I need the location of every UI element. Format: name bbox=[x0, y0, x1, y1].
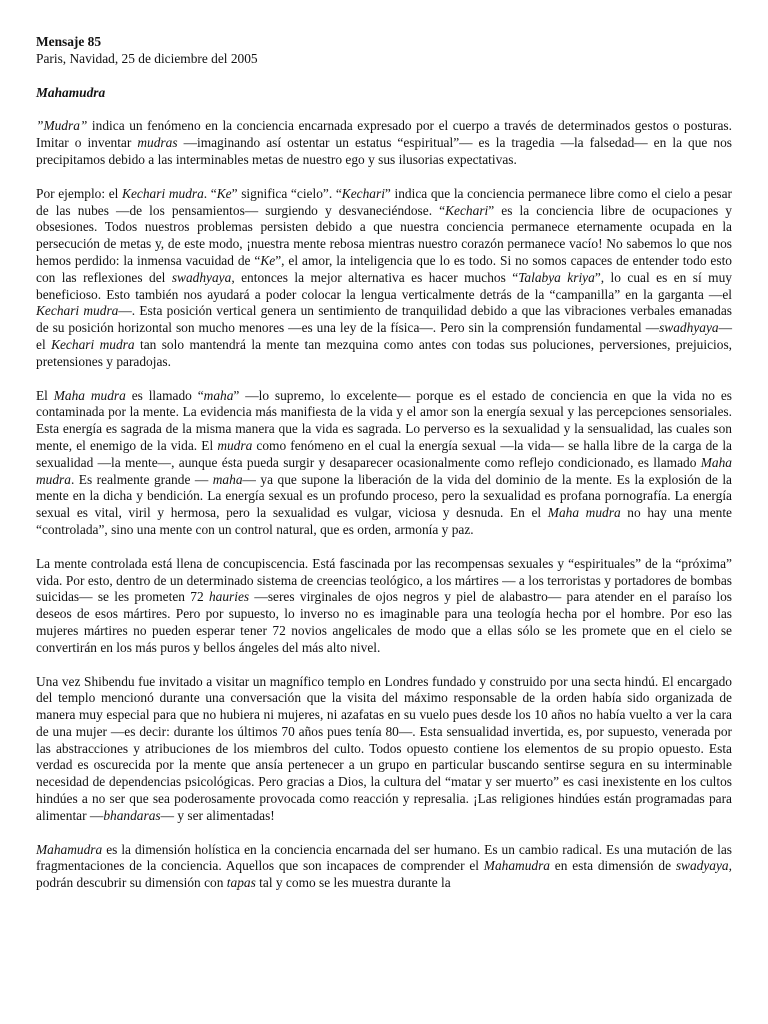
body-text bbox=[36, 118, 732, 892]
message-title: Mensaje 85 bbox=[36, 34, 102, 49]
text-run: El bbox=[36, 387, 54, 403]
text-run: tan solo mantendrá la mente tan mezquina como antes con todas sus poluciones, perversiones, prejuicios, pretensiones y paradojas. bbox=[36, 336, 732, 369]
text-run: Una vez Shibendu fue invitado a visitar un magnífico templo en Londres fundado y construido por una secta hindú. El encargado del templo mencionó durante una conversación que la visita del máximo responsable de la orden había sido organizada de manera muy especial para que no hubiera ni mujeres, ni azafatas en su vuelo pues desde los 10 años no había vuelto a ver la cara de una mujer —es decir: durante los últimos 70 años pues tenía 80—. Esta sensualidad invertida, es, por supuesto, venerada por las abstracciones y atribuciones de los miembros del culto. Todos opuesto contiene los elementos de su propio opuesto. Esta verdad es oscurecida por la mente que ansía pertenecer a un grupo en particular buscando sentirse segura en su interminable necesidad de dependencias psicológicas. Pero gracias a Dios, la cultura del “matar y ser muerto” es casi inexistente en los cultos hindúes a no ser que sea poderosamente provocada como reacción y represalia. ¡Las religiones hindúes están programadas para alimentar — bbox=[36, 673, 732, 823]
text-run: ” indica que la conciencia permanece libre como el cielo a pesar de las nubes —de los pensamientos— surgiendo y desvaneciéndose. “ bbox=[36, 185, 732, 218]
text-run: . “ bbox=[203, 185, 217, 201]
text-run: tal y como se les muestra durante la bbox=[255, 875, 451, 891]
italic-term: Maha mudra bbox=[53, 387, 126, 403]
italic-term: maha bbox=[203, 387, 234, 403]
text-run: —imaginando así ostentar un estatus “espiritual”— es la tragedia —la falsedad— en la que nos precipitamos debido a las interminables metas de nuestro ego y sus ilusorias expectativas. bbox=[36, 135, 732, 167]
italic-term: Kechari bbox=[445, 202, 489, 218]
italic-term: tapas bbox=[226, 875, 256, 891]
body-paragraph bbox=[36, 388, 732, 539]
italic-term: Ke bbox=[216, 185, 232, 201]
italic-term: swadhyaya bbox=[171, 269, 232, 285]
place-date: Paris, Navidad, 25 de diciembre del 2005 bbox=[36, 50, 258, 66]
text-run: La mente controlada está llena de concupiscencia. Está fascinada por las recompensas sexuales y “espirituales” de la “próxima” vida. Por esto, dentro de un determinado sistema de creencias teológico, a los mártires — a los terroristas y portadores de bombas suicidas— se les prometen 72 bbox=[36, 555, 732, 605]
italic-term: bhandaras bbox=[103, 807, 161, 823]
italic-term: swadyaya bbox=[675, 858, 729, 874]
text-run: —seres virginales de ojos negros y piel de alabastro— para atender en el paraíso los deseos de esos mártires. Pero por supuesto, lo inverso no es imaginable para una teología hecha por el hombre. Por eso las mujeres mártires no pueden esperar tener 72 novios angelicales de modo que a ellas sólo se les promete que en el cielo se convertirán en los más puros y bellos ángeles del más alto nivel. bbox=[36, 589, 732, 655]
body-paragraph bbox=[36, 842, 732, 892]
italic-term: Mahamudra bbox=[483, 858, 551, 874]
text-run: — el bbox=[36, 320, 732, 352]
italic-term: ”Mudra” bbox=[36, 118, 88, 134]
italic-term: Ke bbox=[260, 252, 276, 268]
text-run: en esta dimensión de bbox=[550, 858, 676, 874]
text-run: ” —lo supremo, lo excelente— porque es el estado de conciencia en que la vida no es contaminada por la mente. La evidencia más manifiesta de la vida y el amor son la energía sexual y las percepciones sensoriales. Esta energía es sagrada de la misma manera que la vida es sagrada. Lo perverso es la sexualidad y la sensualidad, las cuales son mente, el enemigo de la vida. El bbox=[36, 387, 733, 453]
italic-term: Maha mudra bbox=[547, 505, 621, 521]
text-run: . Es realmente grande — bbox=[70, 471, 213, 487]
italic-term: Kechari bbox=[341, 185, 385, 201]
text-run: , entonces la mejor alternativa es hacer muchos “ bbox=[231, 269, 519, 285]
italic-term: maha bbox=[212, 471, 243, 487]
text-run: no hay una mente “controlada”, sino una mente con un control natural, que es orden, armonía y paz. bbox=[36, 505, 732, 537]
text-run: es llamado “ bbox=[125, 387, 204, 403]
text-run: como fenómeno en el cual la energía sexual —la vida— se halla libre de la carga de la sexualidad —la mente—, aunque ésta pueda surgir y desaparecer ocasionalmente como reflejo condicionado, es llamado bbox=[36, 437, 732, 470]
text-run: Por ejemplo: el bbox=[36, 185, 123, 201]
body-paragraph bbox=[36, 186, 732, 371]
text-run: ” es la conciencia libre de ocupaciones y obsesiones. Todos nuestros problemas persisten debido a que nuestra conciencia permanece eternamente ocupada en la persecución de metas y, de este modo, ¡nuestra mente rebosa mientras nuestro corazón permanece vacío! No sabemos lo que nos hemos perdido: la inmensa vacuidad de “ bbox=[36, 202, 732, 268]
italic-term: Talabya kriya bbox=[518, 269, 595, 285]
text-run: indica un fenómeno en la conciencia encarnada expresado por el cuerpo a través de determinados gestos o posturas. Imitar o inventar bbox=[36, 118, 732, 151]
italic-term: Kechari mudra bbox=[51, 336, 135, 352]
body-paragraph bbox=[36, 674, 732, 825]
italic-term: mudra bbox=[217, 437, 253, 453]
section-title: Mahamudra bbox=[36, 84, 106, 100]
text-run: ”, el amor, la inteligencia que lo es todo. Si no somos capaces de entender todo esto con las reflexiones del bbox=[36, 252, 733, 285]
italic-term: hauries bbox=[208, 589, 250, 605]
italic-term: Kechari mudra bbox=[36, 303, 119, 319]
italic-term: Kechari mudra bbox=[122, 185, 204, 201]
body-paragraph bbox=[36, 118, 732, 168]
italic-term: mudras bbox=[137, 135, 178, 151]
text-run: ” significa “cielo”. “ bbox=[231, 185, 342, 201]
italic-term: Maha mudra bbox=[36, 454, 732, 487]
italic-term: swadhyaya bbox=[659, 320, 719, 336]
text-run: , podrán descubrir su dimensión con bbox=[36, 858, 732, 891]
body-paragraph bbox=[36, 556, 732, 657]
text-run: — y ser alimentadas! bbox=[160, 807, 275, 823]
text-run: —. Esta posición vertical genera un sentimiento de tranquilidad debido a que las vibraciones verbales emanadas de su posición horizontal son mucho menores —es una ley de la física—. Pero sin la comprensión fundamental — bbox=[36, 303, 732, 336]
text-run: — ya que supone la liberación de la vida del dominio de la mente. Es la explosión de la mente en la dicha y bendición. La energía sexual es un profundo proceso, pero la sexualidad es profana pornografía. La energía sexual es vital, viril y hermosa, pero la sexualidad es vulgar, viciosa y desnuda. En el bbox=[36, 471, 732, 521]
text-run: es la dimensión holística en la conciencia encarnada del ser humano. Es un cambio radical. Es una mutación de las fragmentaciones de la conciencia. Aquellos que son incapaces de comprender el bbox=[36, 841, 732, 874]
italic-term: Mahamudra bbox=[36, 841, 103, 857]
text-run: ”, lo cual es en sí muy beneficioso. Esto también nos ayudará a poder colocar la lengua verticalmente detrás de la “campanilla” en la garganta —el bbox=[36, 269, 732, 302]
